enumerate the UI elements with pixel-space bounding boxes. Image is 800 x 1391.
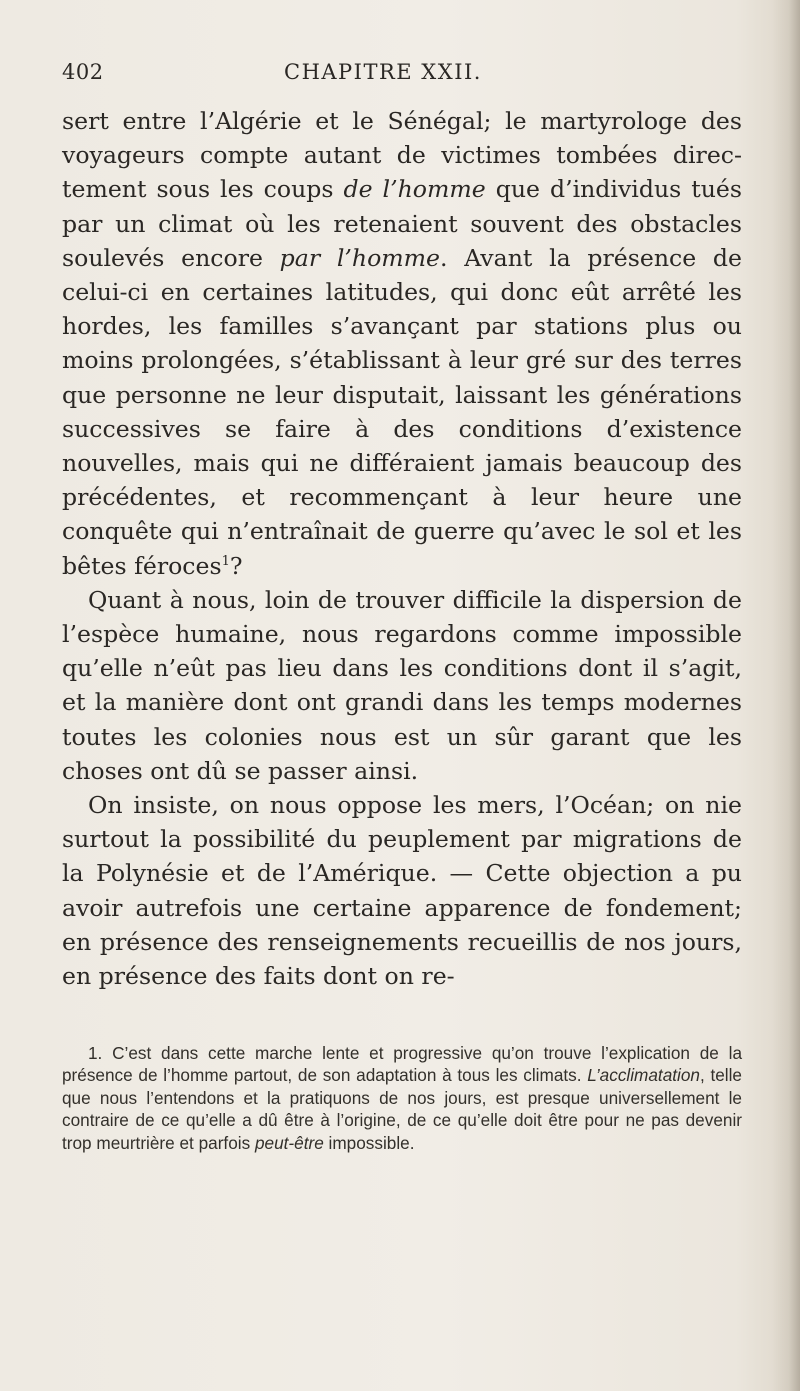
text-run: sert entre l’Algérie et le Sénégal; le martyrologe des voyageurs compte autant de victimes tombées directement sous les coups	[62, 107, 742, 204]
paragraph-2: Quant à nous, loin de trouver difficile la dispersion de l’espèce humaine, nous regardons comme impossible qu’elle n’eût pas lieu dans les conditions dont il s’agit, et la manière dont ont grandi dans les temps modernes toutes les colonies nous est un sûr garant que les choses ont dû se passer ainsi.	[62, 585, 742, 785]
paragraph-1	[62, 104, 742, 583]
text-run: que d’individus tués par un climat où les retenaient souvent des obstacles soulevés encore	[62, 175, 742, 272]
page-edge-shadow	[772, 0, 800, 1391]
footnotes	[62, 1042, 742, 1154]
italic-run: peut-être	[254, 1132, 324, 1153]
main-text	[62, 104, 742, 993]
page-number: 402	[62, 60, 104, 84]
italic-run: de l’homme	[343, 175, 486, 204]
page-header	[62, 60, 752, 94]
text-run: , telle que nous l’entendons et la pratiquons de nos jours, est presque universellement le contraire de ce qu’elle a dû être à l’origine, de ce qu’elle doit être pour ne pas devenir trop meurtrière et parfois	[62, 1065, 742, 1153]
italic-run: par l’homme	[279, 243, 440, 272]
footnote-number: 1.	[88, 1043, 103, 1063]
text-run: impossible.	[323, 1132, 415, 1153]
text-run: . Avant la présence de celui-ci en certaines latitudes, qui donc eût arrêté les hordes, les familles s’avançant par stations plus ou moins prolongées, s’établissant à leur gré sur des terres que personne ne leur disputait, laissant les générations successives se faire à des conditions d’existence nouvelles, mais qui ne différaient jamais beaucoup des précédentes, et recommençant à leur heure une conquête qui n’entraînait de guerre qu’avec le sol et les bêtes féroces	[62, 243, 742, 580]
footnote-1	[62, 1042, 742, 1154]
text-run: ?	[229, 551, 243, 580]
paragraph-3: On insiste, on nous oppose les mers, l’Océan; on nie surtout la possibilité du peuplement par migrations de la Polynésie et de l’Amérique. — Cette objection a pu avoir autrefois une certaine apparence de fondement; en présence des renseignements recueillis de nos jours, en présence des faits dont on re-	[62, 791, 742, 991]
running-head: CHAPITRE XXII.	[284, 60, 482, 84]
footnote-reference: 1	[221, 553, 230, 569]
italic-run: L’acclimatation	[587, 1065, 700, 1086]
text-run: C’est dans cette marche lente et progressive qu’on trouve l’explication de la présence de l’homme partout, de son adaptation à tous les climats.	[62, 1043, 742, 1086]
